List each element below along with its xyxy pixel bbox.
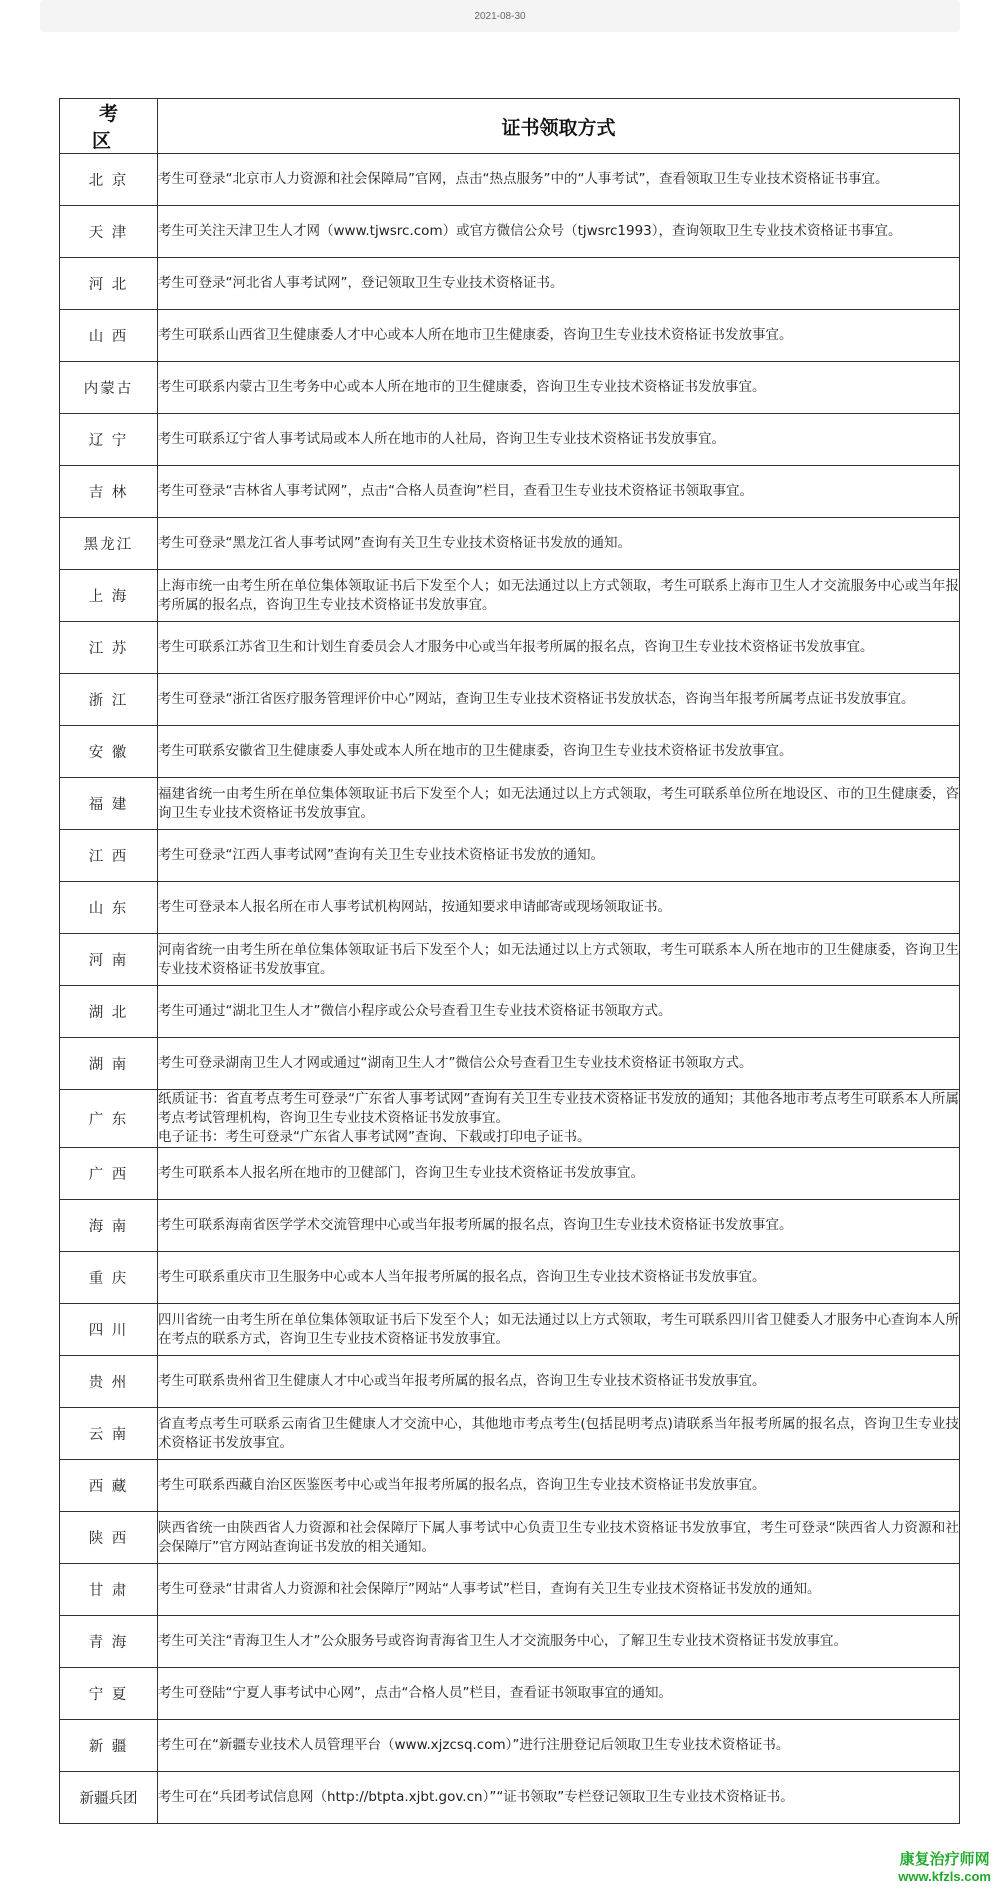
table-row (60, 1200, 960, 1252)
method-text: 考生可联系本人报名所在地市的卫健部门，咨询卫生专业技术资格证书发放事宜。 (158, 1165, 644, 1181)
method-cell (158, 1304, 960, 1356)
method-cell (158, 934, 960, 986)
table-row (60, 1252, 960, 1304)
method-cell (158, 674, 960, 726)
publish-date: 2021-08-30 (40, 0, 960, 32)
method-cell (158, 258, 960, 310)
region-cell: 山 西 (60, 310, 158, 362)
method-text: 考生可在“兵团考试信息网（http://btpta.xjbt.gov.cn）”“证书领取”专栏登记领取卫生专业技术资格证书。 (158, 1789, 794, 1805)
method-cell (158, 622, 960, 674)
region-cell: 福 建 (60, 778, 158, 830)
table-row (60, 1356, 960, 1408)
method-text: 考生可通过“湖北卫生人才”微信小程序或公众号查看卫生专业技术资格证书领取方式。 (158, 1003, 672, 1019)
table-row (60, 518, 960, 570)
table-row (60, 778, 960, 830)
table-row (60, 1512, 960, 1564)
region-cell: 西 藏 (60, 1460, 158, 1512)
region-cell: 山 东 (60, 882, 158, 934)
method-cell (158, 1564, 960, 1616)
table-row (60, 1720, 960, 1772)
region-cell: 安 徽 (60, 726, 158, 778)
method-cell (158, 1772, 960, 1824)
method-text: 考生可联系贵州省卫生健康人才中心或当年报考所属的报名点，咨询卫生专业技术资格证书发放事宜。 (158, 1373, 766, 1389)
method-cell (158, 1356, 960, 1408)
region-cell: 吉 林 (60, 466, 158, 518)
table-row (60, 986, 960, 1038)
method-cell (158, 986, 960, 1038)
method-text: 考生可联系辽宁省人事考试局或本人所在地市的人社局，咨询卫生专业技术资格证书发放事宜。 (158, 431, 725, 447)
method-text: 考生可联系重庆市卫生服务中心或本人当年报考所属的报名点，咨询卫生专业技术资格证书发放事宜。 (158, 1269, 766, 1285)
method-text: 考生可登录“浙江省医疗服务管理评价中心”网站，查询卫生专业技术资格证书发放状态，咨询当年报考所属考点证书发放事宜。 (158, 691, 915, 707)
method-text: 考生可关注“青海卫生人才”公众服务号或咨询青海省卫生人才交流服务中心，了解卫生专业技术资格证书发放事宜。 (158, 1633, 847, 1649)
region-cell: 广 西 (60, 1148, 158, 1200)
method-cell (158, 154, 960, 206)
region-cell: 重 庆 (60, 1252, 158, 1304)
method-text: 考生可登录“河北省人事考试网”，登记领取卫生专业技术资格证书。 (158, 275, 564, 291)
table-row (60, 1564, 960, 1616)
method-cell (158, 1252, 960, 1304)
table-row (60, 1772, 960, 1824)
table-row (60, 1668, 960, 1720)
region-cell: 黑龙江 (60, 518, 158, 570)
method-cell (158, 778, 960, 830)
table-row (60, 1616, 960, 1668)
region-cell: 江 西 (60, 830, 158, 882)
method-cell (158, 726, 960, 778)
method-cell (158, 1720, 960, 1772)
table-row (60, 726, 960, 778)
method-cell (158, 830, 960, 882)
region-cell: 湖 南 (60, 1038, 158, 1090)
method-cell (158, 1038, 960, 1090)
region-cell: 海 南 (60, 1200, 158, 1252)
method-text: 考生可联系山西省卫生健康委人才中心或本人所在地市卫生健康委，咨询卫生专业技术资格证书发放事宜。 (158, 327, 793, 343)
method-text: 陕西省统一由陕西省人力资源和社会保障厅下属人事考试中心负责卫生专业技术资格证书发放事宜，考生可登录“陕西省人力资源和社会保障厅”官方网站查询证书发放的相关通知。 (158, 1519, 959, 1555)
method-text: 考生可关注天津卫生人才网（www.tjwsrc.com）或官方微信公众号（tjwsrc1993），查询领取卫生专业技术资格证书事宜。 (158, 223, 902, 239)
table-row (60, 466, 960, 518)
watermark-url: www.kfzls.com (898, 1869, 991, 1884)
region-cell: 贵 州 (60, 1356, 158, 1408)
region-cell: 浙 江 (60, 674, 158, 726)
method-text: 四川省统一由考生所在单位集体领取证书后下发至个人；如无法通过以上方式领取，考生可联系四川省卫健委人才服务中心查询本人所在考点的联系方式，咨询卫生专业技术资格证书发放事宜。 (158, 1311, 959, 1347)
method-text: 考生可联系安徽省卫生健康委人事处或本人所在地市的卫生健康委，咨询卫生专业技术资格证书发放事宜。 (158, 743, 793, 759)
certificate-table (59, 98, 960, 1824)
method-text: 考生可联系西藏自治区医鉴医考中心或当年报考所属的报名点，咨询卫生专业技术资格证书发放事宜。 (158, 1477, 766, 1493)
table-row (60, 882, 960, 934)
watermark-site-name: 康复治疗师网 (899, 1850, 990, 1868)
table-row (60, 934, 960, 986)
method-cell (158, 1408, 960, 1460)
method-cell (158, 570, 960, 622)
table-row (60, 258, 960, 310)
method-text: 考生可登录“甘肃省人力资源和社会保障厅”网站“人事考试”栏目，查询有关卫生专业技术资格证书发放的通知。 (158, 1581, 821, 1597)
method-text: 考生可登录“北京市人力资源和社会保障局”官网，点击“热点服务”中的“人事考试”，查看领取卫生专业技术资格证书事宜。 (158, 171, 889, 187)
region-cell: 陕 西 (60, 1512, 158, 1564)
table-row (60, 1460, 960, 1512)
method-text: 福建省统一由考生所在单位集体领取证书后下发至个人；如无法通过以上方式领取，考生可联系单位所在地设区、市的卫生健康委，咨询卫生专业技术资格证书发放事宜。 (158, 785, 959, 821)
method-text: 考生可登录本人报名所在市人事考试机构网站，按通知要求申请邮寄或现场领取证书。 (158, 899, 671, 915)
table-header-row (60, 99, 960, 154)
region-cell: 宁 夏 (60, 1668, 158, 1720)
header-region: 考 区 (60, 99, 158, 154)
method-cell (158, 466, 960, 518)
method-text: 省直考点考生可联系云南省卫生健康人才交流中心，其他地市考点考生(包括昆明考点)请联系当年报考所属的报名点，咨询卫生专业技术资格证书发放事宜。 (158, 1415, 959, 1451)
method-cell (158, 1616, 960, 1668)
header-method: 证书领取方式 (158, 99, 960, 154)
method-cell (158, 1668, 960, 1720)
method-text: 考生可登录湖南卫生人才网或通过“湖南卫生人才”微信公众号查看卫生专业技术资格证书领取方式。 (158, 1055, 753, 1071)
region-cell: 江 苏 (60, 622, 158, 674)
method-text: 考生可登录“黑龙江省人事考试网”查询有关卫生专业技术资格证书发放的通知。 (158, 535, 631, 551)
region-cell: 内蒙古 (60, 362, 158, 414)
method-cell (158, 1460, 960, 1512)
method-text: 考生可在“新疆专业技术人员管理平台（www.xjzcsq.com）”进行注册登记后领取卫生专业技术资格证书。 (158, 1737, 790, 1753)
table-row (60, 1038, 960, 1090)
table-row (60, 1148, 960, 1200)
region-cell: 湖 北 (60, 986, 158, 1038)
table-row (60, 414, 960, 466)
table-row (60, 1090, 960, 1148)
region-cell: 河 南 (60, 934, 158, 986)
method-text: 考生可联系内蒙古卫生考务中心或本人所在地市的卫生健康委，咨询卫生专业技术资格证书发放事宜。 (158, 379, 766, 395)
region-cell: 上 海 (60, 570, 158, 622)
method-cell (158, 1200, 960, 1252)
method-text: 考生可登陆“宁夏人事考试中心网”，点击“合格人员”栏目，查看证书领取事宜的通知。 (158, 1685, 672, 1701)
method-text: 河南省统一由考生所在单位集体领取证书后下发至个人；如无法通过以上方式领取，考生可联系本人所在地市的卫生健康委，咨询卫生专业技术资格证书发放事宜。 (158, 941, 959, 977)
region-cell: 甘 肃 (60, 1564, 158, 1616)
site-watermark-logo (898, 1850, 991, 1886)
region-cell: 辽 宁 (60, 414, 158, 466)
method-text: 考生可登录“吉林省人事考试网”，点击“合格人员查询”栏目，查看卫生专业技术资格证书领取事宜。 (158, 483, 753, 499)
table-row (60, 830, 960, 882)
table-row (60, 1304, 960, 1356)
table-body (60, 154, 960, 1824)
method-cell (158, 206, 960, 258)
region-cell: 天 津 (60, 206, 158, 258)
method-text: 纸质证书：省直考点考生可登录“广东省人事考试网”查询有关卫生专业技术资格证书发放的通知；其他各地市考点考生可联系本人所属考点考试管理机构，咨询卫生专业技术资格证书发放事宜。 (158, 1091, 959, 1126)
table-row (60, 310, 960, 362)
method-cell (158, 310, 960, 362)
region-cell: 云 南 (60, 1408, 158, 1460)
method-cell (158, 1512, 960, 1564)
method-cell (158, 414, 960, 466)
table-row (60, 622, 960, 674)
method-text: 电子证书：考生可登录“广东省人事考试网”查询、下载或打印电子证书。 (158, 1129, 591, 1145)
method-text: 考生可联系海南省医学学术交流管理中心或当年报考所属的报名点，咨询卫生专业技术资格证书发放事宜。 (158, 1217, 793, 1233)
table-row (60, 674, 960, 726)
table-row (60, 206, 960, 258)
region-cell: 青 海 (60, 1616, 158, 1668)
region-cell: 河 北 (60, 258, 158, 310)
method-text: 上海市统一由考生所在单位集体领取证书后下发至个人；如无法通过以上方式领取，考生可联系上海市卫生人才交流服务中心或当年报考所属的报名点，咨询卫生专业技术资格证书发放事宜。 (158, 577, 959, 613)
table-row (60, 570, 960, 622)
table-row (60, 154, 960, 206)
method-text: 考生可登录“江西人事考试网”查询有关卫生专业技术资格证书发放的通知。 (158, 847, 604, 863)
region-cell: 四 川 (60, 1304, 158, 1356)
region-cell: 新疆兵团 (60, 1772, 158, 1824)
method-cell (158, 1090, 960, 1148)
table-row (60, 362, 960, 414)
method-cell (158, 1148, 960, 1200)
region-cell: 广 东 (60, 1090, 158, 1148)
method-text: 考生可联系江苏省卫生和计划生育委员会人才服务中心或当年报考所属的报名点，咨询卫生专业技术资格证书发放事宜。 (158, 639, 874, 655)
table-row (60, 1408, 960, 1460)
region-cell: 北 京 (60, 154, 158, 206)
region-cell: 新 疆 (60, 1720, 158, 1772)
method-cell (158, 362, 960, 414)
method-cell (158, 518, 960, 570)
method-cell (158, 882, 960, 934)
